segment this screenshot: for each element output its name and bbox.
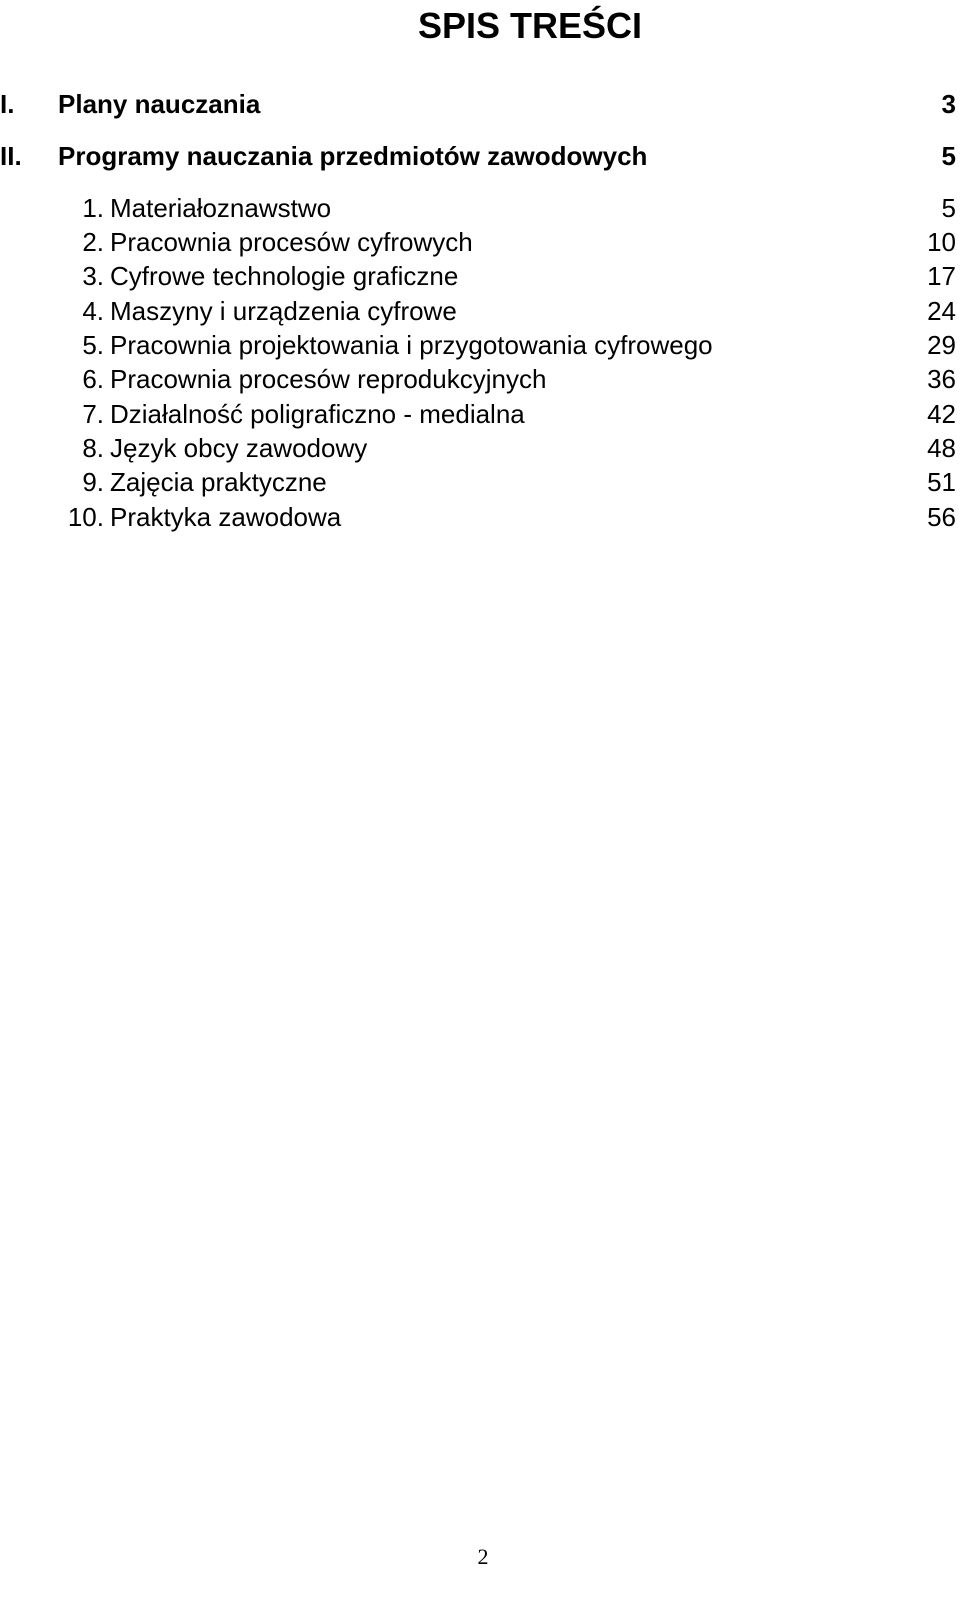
item-page: 5 <box>941 193 956 223</box>
item-number: 3. <box>82 261 104 291</box>
item-page: 10 <box>927 227 956 257</box>
toc-item-jezyk-obcy-zawodowy[interactable] <box>0 431 960 465</box>
page-title: SPIS TREŚCI <box>417 5 643 46</box>
item-page: 17 <box>927 261 956 291</box>
item-label: Materiałoznawstwo <box>110 193 332 223</box>
toc-item-cyfrowe-technologie-graficzne[interactable] <box>0 259 960 293</box>
section-page: 5 <box>941 141 956 171</box>
item-page: 48 <box>927 433 956 463</box>
section-label: Programy nauczania przedmiotów zawodowych <box>58 141 648 171</box>
section-number: II. <box>0 141 22 171</box>
toc-item-maszyny-i-urzadzenia[interactable] <box>0 294 960 328</box>
section-page: 3 <box>941 89 956 119</box>
item-page: 24 <box>927 296 956 326</box>
item-number: 7. <box>82 399 104 429</box>
toc-item-pracownia-projektowania[interactable] <box>0 328 960 362</box>
item-number: 4. <box>82 296 104 326</box>
toc-item-pracownia-procesow-cyfrowych[interactable] <box>0 225 960 259</box>
toc-section-programy-nauczania[interactable] <box>0 139 960 173</box>
item-label: Zajęcia praktyczne <box>110 467 327 497</box>
toc-item-pracownia-procesow-reprodukcyjnych[interactable] <box>0 362 960 396</box>
item-label: Pracownia projektowania i przygotowania cyfrowego <box>110 330 713 360</box>
item-number: 9. <box>82 467 104 497</box>
toc-item-praktyka-zawodowa[interactable] <box>0 500 960 534</box>
toc-section-plany-nauczania[interactable] <box>0 87 960 121</box>
item-label: Praktyka zawodowa <box>110 502 342 532</box>
toc-item-zajecia-praktyczne[interactable] <box>0 465 960 499</box>
section-number: I. <box>0 89 15 119</box>
item-label: Pracownia procesów cyfrowych <box>110 227 473 257</box>
toc-item-dzialalnosc-poligraficzno-medialna[interactable] <box>0 397 960 431</box>
item-number: 6. <box>82 364 104 394</box>
item-page: 29 <box>927 330 956 360</box>
item-label: Maszyny i urządzenia cyfrowe <box>110 296 457 326</box>
item-number: 8. <box>82 433 104 463</box>
item-label: Język obcy zawodowy <box>110 433 368 463</box>
item-label: Cyfrowe technologie graficzne <box>110 261 459 291</box>
item-label: Pracownia procesów reprodukcyjnych <box>110 364 547 394</box>
item-page: 42 <box>927 399 956 429</box>
footer-page-number: 2 <box>477 1544 489 1569</box>
item-label: Działalność poligraficzno - medialna <box>110 399 525 429</box>
item-number: 2. <box>82 227 104 257</box>
item-page: 56 <box>927 502 956 532</box>
item-number: 5. <box>82 330 104 360</box>
toc-item-materialoznawstwo[interactable] <box>0 191 960 225</box>
section-label: Plany nauczania <box>58 89 261 119</box>
item-number: 10. <box>67 502 104 532</box>
item-page: 51 <box>927 467 956 497</box>
item-page: 36 <box>927 364 956 394</box>
item-number: 1. <box>82 193 104 223</box>
